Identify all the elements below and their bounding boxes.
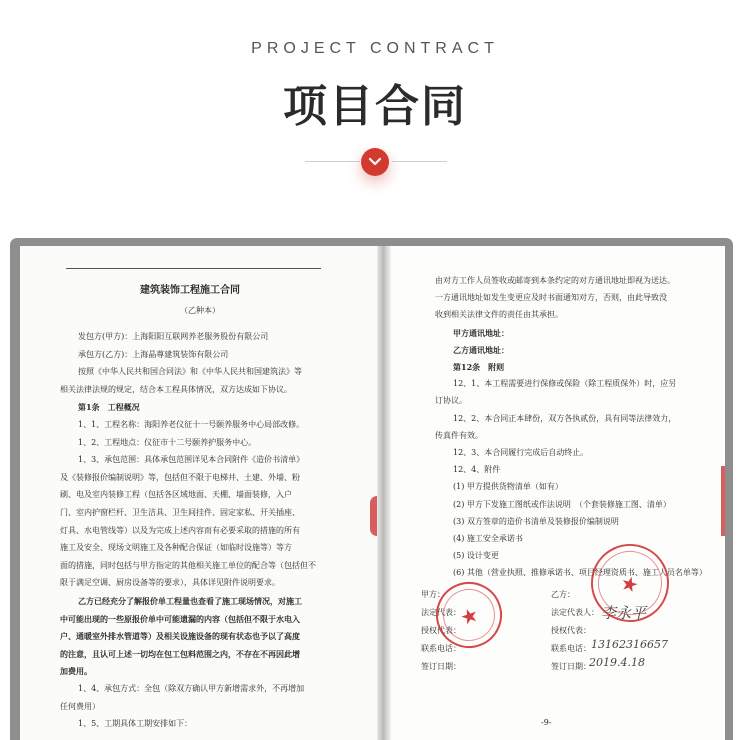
header-rule [66,268,321,269]
contract-line: 乙方通讯地址： [453,344,509,355]
party-b-label: 乙方： [551,590,575,599]
handwritten-date: 2019.4.18 [589,656,645,669]
contract-line: 承包方(乙方)：上海晶尊建筑装饰有限公司 [78,349,229,359]
contract-line: 12、4、附件 [453,465,501,475]
divider-left [305,161,360,162]
contract-page-right [391,246,725,740]
page-fold [377,246,391,740]
contract-line: 施工及安全、现场文明施工及各种配合保证（如临时设施等）等方 [60,543,292,553]
contract-line: 户、通暖室外排水管道等）及相关设施设备的现有状态也予以了高度 [60,631,300,642]
seal-star-icon: ★ [617,570,642,598]
contract-line: 12、2、本合同正本肆份，双方各执贰份，具有同等法律效力， [453,413,677,423]
contract-line: 12、1、本工程需要进行保修或保险（除工程质保外）时，应另 [453,379,677,389]
contract-line: (4) 施工安全承诺书 [453,534,523,543]
party-b-agent-label: 授权代表： [551,626,591,635]
contract-line: 收到相关法律文件的责任由其承担。 [435,310,563,320]
contract-scan-frame [10,238,733,740]
contract-line: 1、4、承包方式：全包（除双方确认甲方新增需求外，不再增加 [78,684,305,693]
contract-line: 及《装修报价编制说明》等，包括但不限于电梯井、土建、外墙、粉 [60,472,300,482]
contract-line: (2) 甲方下发施工图纸或作法说明 （个套装修施工图、清单） [453,499,671,509]
handwritten-phone: 13162316657 [591,638,668,651]
contract-line: 限于满足空调、厨房设备等的要求），具体详见附件说明要求。 [60,578,280,588]
section-header [0,0,750,235]
chevron-down-icon [368,156,382,168]
contract-line: (1) 甲方提供货物清单（如有） [453,482,563,492]
contract-line: 1、3、承包范围：具体承包范围详见本合同附件《造价书清单》 [78,455,305,465]
contract-line: 第1条 工程概况 [78,402,140,413]
contract-line: 相关法律法规的规定，结合本工程具体情况，双方达成如下协议。 [60,384,292,394]
contract-line: (5) 设计变更 [453,551,499,561]
contract-line: 第12条 附则 [453,362,505,372]
contract-line: 传真件有效。 [435,430,483,440]
contract-line: 的注意，且认可上述一切均在包工包料范围之内，不存在不再因此增 [60,648,300,659]
contract-line: 按照《中华人民共和国合同法》和《中华人民共和国建筑法》等 [78,367,302,377]
section-subtitle: PROJECT CONTRACT [251,40,499,57]
contract-line: 12、3、本合同履行完成后自动终止。 [453,448,589,457]
contract-line: 1、1、工程名称：海阳养老仪征十一号颐养服务中心局部改修。 [78,420,305,429]
contract-line: (3) 双方签章的造价书清单及装修报价编制说明 [453,516,619,526]
contract-line: 中可能出现的一些原报价单中可能遗漏的内容（包括但不限于水电入 [60,613,300,624]
party-a-label: 甲方： [421,590,445,599]
contract-line: 1、2、工程地点：仪征市十二号颐养护服务中心。 [78,437,257,447]
contract-line: 订协议。 [435,396,467,406]
contract-line: 一方通讯地址如发生变更应及时书面通知对方，否则，由此导致没 [435,293,667,303]
party-a-rep-label: 法定代表： [421,608,461,617]
seal-edge-mark [370,496,377,536]
party-a-date-label: 签订日期： [421,662,461,671]
contract-line: 发包方(甲方)：上海阳阳互联网养老服务股份有限公司 [78,332,269,341]
contract-line: 由对方工作人员签收或邮寄到本条约定的对方通讯地址即视为送达。 [435,276,675,285]
party-b-tel-label: 联系电话： [551,644,591,653]
section-title: 项目合同 [283,81,467,132]
party-b-rep-label: 法定代表人： [551,608,599,617]
contract-line: 乙方已经充分了解报价单工程量也查看了施工现场情况，对施工 [78,596,302,606]
contract-line: 门、室内护窗栏杆、卫生洁具、卫生间挂件、固定家私、开关插座、 [60,508,300,517]
contract-line: 加费用。 [60,666,92,677]
contract-title: 建筑装饰工程施工合同 [140,285,240,296]
contract-line: 面的措施，同时包括与甲方指定的其他相关施工单位的配合等（包括但不 [60,560,316,570]
contract-line: 刷、电及室内装修工程（包括各区域地面、天棚、墙面装修，入户 [60,490,292,500]
contract-line: (6) 其他（营业执照、推修承诺书、项目经理资质书、施工人员名单等） [453,568,707,578]
party-b-date-label: 签订日期： [551,662,591,671]
handwritten-signature: 李永平 [601,604,647,622]
seal-edge-mark [721,466,725,536]
contract-edition: （乙种本） [180,306,220,315]
contract-line: 任何费用） [60,701,100,711]
divider-right [392,161,447,162]
page-number: -9- [541,718,552,727]
contract-page-left [20,246,377,740]
party-a-tel-label: 联系电话： [421,644,461,653]
expand-toggle-button[interactable] [361,148,389,176]
party-a-agent-label: 授权代表： [421,626,461,635]
contract-line: 1、5、工期具体工期安排如下： [78,719,193,729]
seal-star-icon: ★ [456,601,482,631]
contract-line: 甲方通讯地址： [453,327,509,338]
contract-line: 灯具、水电管线等）以及为完成上述内容而有必要采取的措施的所有 [60,525,300,535]
